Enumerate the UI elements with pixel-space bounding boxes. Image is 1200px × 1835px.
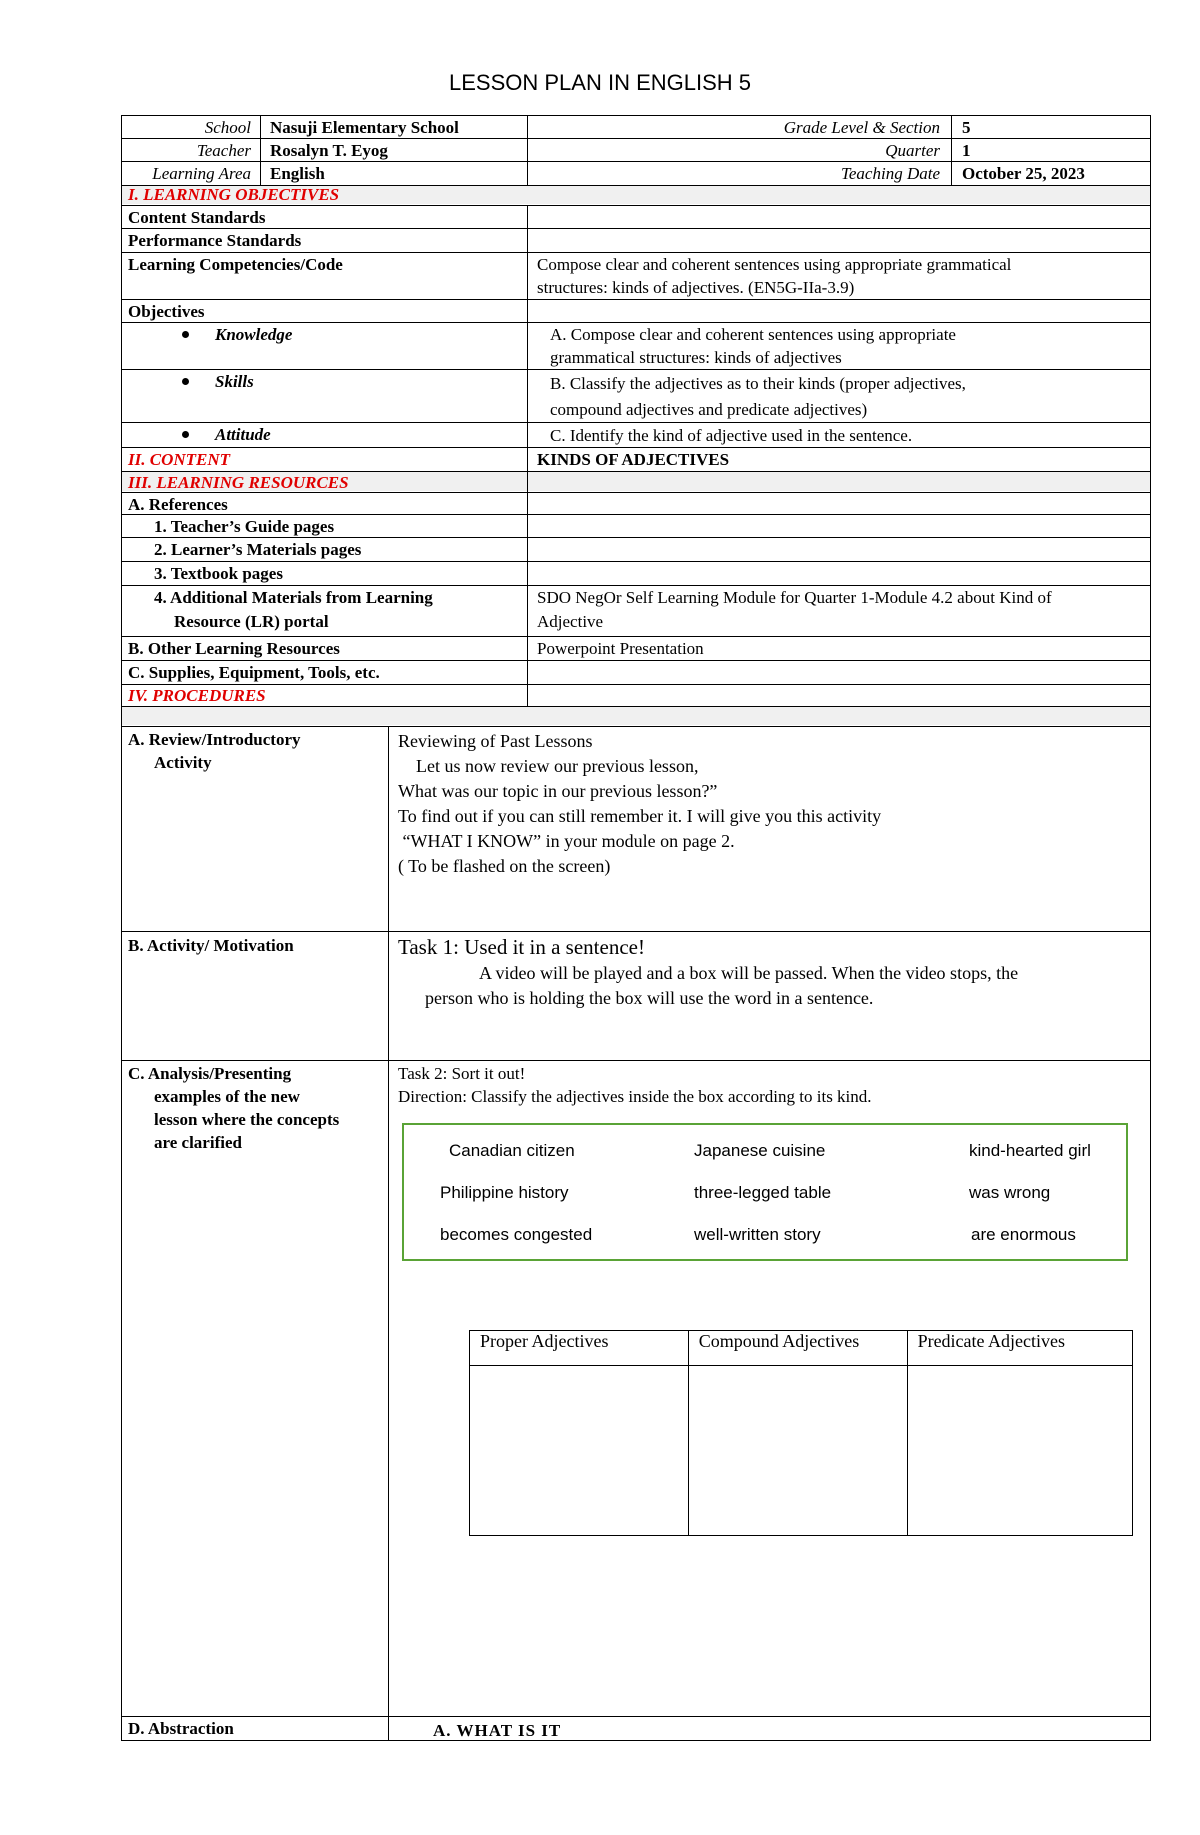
word-box [402, 1123, 1128, 1261]
quarter-label: Quarter [885, 141, 940, 160]
grade-label: Grade Level & Section [783, 118, 940, 137]
sort-cell-predicate [907, 1366, 1132, 1536]
analysis-label-4: are clarified [154, 1133, 242, 1152]
quarter-value: 1 [962, 141, 971, 160]
content-standards-label: Content Standards [128, 208, 266, 227]
content-heading: II. CONTENT [128, 450, 231, 469]
procedures-heading-band [122, 706, 1150, 725]
performance-standards-label: Performance Standards [128, 231, 302, 250]
word-box-item: three-legged table [694, 1183, 832, 1202]
review-line-3: What was our topic in our previous lesson?” [398, 781, 718, 801]
review-line-1: Reviewing of Past Lessons [398, 731, 593, 751]
additional-materials-value-2: Adjective [537, 612, 604, 631]
sort-header-predicate: Predicate Adjectives [907, 1331, 1132, 1366]
task1-line-2: person who is holding the box will use the word in a sentence. [425, 988, 874, 1008]
review-label-2: Activity [154, 753, 212, 772]
school-label: School [204, 118, 251, 137]
knowledge-line-1: A. Compose clear and coherent sentences using appropriate [550, 325, 956, 344]
word-box-item: Canadian citizen [449, 1141, 575, 1160]
review-line-6: ( To be flashed on the screen) [398, 856, 611, 876]
word-box-item: kind-hearted girl [969, 1141, 1091, 1160]
teacher-label: Teacher [196, 141, 251, 160]
review-line-4: To find out if you can still remember it. I will give you this activity [398, 806, 882, 826]
word-box-item: well-written story [694, 1225, 821, 1244]
grade-value: 5 [962, 118, 971, 137]
additional-materials-value-1: SDO NegOr Self Learning Module for Quarter 1-Module 4.2 about Kind of [537, 588, 1052, 607]
bullet-icon [182, 378, 189, 385]
sort-cell-proper [470, 1366, 689, 1536]
bullet-icon [182, 431, 189, 438]
additional-materials-line-1: 4. Additional Materials from Learning [154, 588, 433, 607]
attitude-item [182, 423, 271, 446]
attitude-text: C. Identify the kind of adjective used in the sentence. [550, 426, 913, 445]
sort-header-proper: Proper Adjectives [470, 1331, 689, 1366]
supplies-label: C. Supplies, Equipment, Tools, etc. [128, 663, 380, 682]
word-box-item: Philippine history [440, 1183, 569, 1202]
learners-materials-label: 2. Learner’s Materials pages [154, 540, 362, 559]
skills-line-1: B. Classify the adjectives as to their kinds (proper adjectives, [550, 374, 966, 393]
lesson-plan-table [121, 115, 1151, 1741]
skills-item [182, 370, 254, 393]
review-label-1: A. Review/Introductory [128, 730, 301, 749]
objectives-heading: I. LEARNING OBJECTIVES [128, 185, 340, 204]
competencies-label: Learning Competencies/Code [128, 255, 343, 274]
procedures-heading: IV. PROCEDURES [128, 686, 266, 705]
objectives-label: Objectives [128, 302, 205, 321]
task1-line-1: A video will be played and a box will be passed. When the video stops, the [479, 963, 1019, 983]
task1-title: Task 1: Used it in a sentence! [398, 935, 645, 959]
teachers-guide-label: 1. Teacher’s Guide pages [154, 517, 335, 536]
analysis-label-3: lesson where the concepts [154, 1110, 340, 1129]
knowledge-item [182, 323, 292, 346]
document-title: LESSON PLAN IN ENGLISH 5 [449, 70, 751, 95]
attitude-label: Attitude [215, 425, 271, 444]
sort-header-compound: Compound Adjectives [688, 1331, 907, 1366]
review-line-5: “WHAT I KNOW” in your module on page 2. [398, 831, 735, 851]
content-value: KINDS OF ADJECTIVES [537, 450, 730, 469]
teacher-value: Rosalyn T. Eyog [270, 141, 388, 160]
competencies-line-1: Compose clear and coherent sentences using appropriate grammatical [537, 255, 1012, 274]
other-resources-value: Powerpoint Presentation [537, 639, 704, 658]
task2-direction: Direction: Classify the adjectives inside the box according to its kind. [398, 1087, 872, 1106]
textbook-label: 3. Textbook pages [154, 564, 283, 583]
abstraction-value: A. WHAT IS IT [433, 1721, 562, 1740]
bullet-icon [182, 331, 189, 338]
learning-area-value: English [270, 164, 325, 183]
abstraction-label: D. Abstraction [128, 1719, 234, 1738]
word-box-item: Japanese cuisine [694, 1141, 826, 1160]
competencies-line-2: structures: kinds of adjectives. (EN5G-IIa-3.9) [537, 278, 855, 297]
learning-area-label: Learning Area [152, 164, 251, 183]
knowledge-label: Knowledge [215, 325, 293, 344]
references-label: A. References [128, 495, 228, 514]
word-box-item: was wrong [969, 1183, 1051, 1202]
teaching-date-label: Teaching Date [840, 164, 940, 183]
skills-label: Skills [215, 372, 254, 391]
additional-materials-line-2: Resource (LR) portal [174, 612, 329, 631]
other-resources-label: B. Other Learning Resources [128, 639, 340, 658]
resources-heading: III. LEARNING RESOURCES [128, 473, 349, 492]
activity-label: B. Activity/ Motivation [128, 936, 294, 955]
review-line-2: Let us now review our previous lesson, [398, 756, 699, 776]
sort-cell-compound [688, 1366, 907, 1536]
word-box-item: are enormous [971, 1225, 1076, 1244]
sort-table [469, 1330, 1133, 1536]
analysis-label-2: examples of the new [154, 1087, 300, 1106]
school-value: Nasuji Elementary School [270, 118, 459, 137]
task2-title: Task 2: Sort it out! [398, 1064, 526, 1083]
skills-line-2: compound adjectives and predicate adjectives) [550, 400, 868, 419]
teaching-date-value: October 25, 2023 [962, 164, 1085, 183]
word-box-item: becomes congested [440, 1225, 593, 1244]
analysis-label-1: C. Analysis/Presenting [128, 1064, 292, 1083]
knowledge-line-2: grammatical structures: kinds of adjectives [550, 348, 842, 367]
